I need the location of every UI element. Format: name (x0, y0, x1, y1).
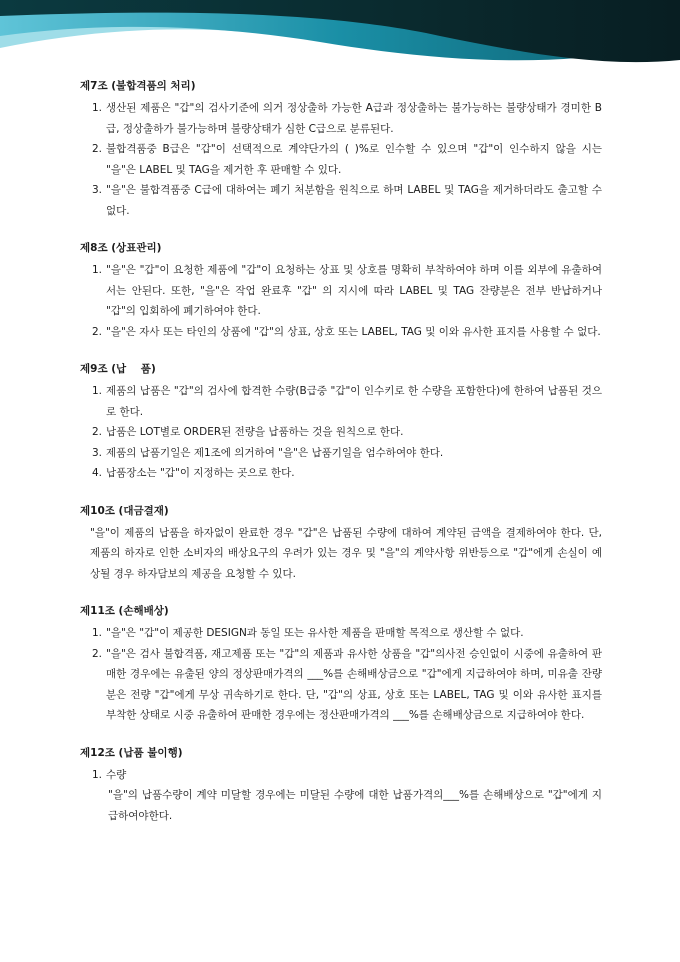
list-item: 4. 납품장소는 "갑"이 지정하는 곳으로 한다. (92, 467, 295, 479)
list-item: 1. "을"은 "갑"이 요청한 제품에 "갑"이 요청하는 상표 및 상호를 명확히 부착하여야 하며 이를 외부에 유출하여서는 안된다. 또한, "을"은 작업 완료후 "갑" 의 지시에 따라 LABEL 및 TAG 잔량분은 전부 반납하거나 "갑"의 입회하에 폐기하여야 한다. (92, 264, 602, 317)
list-item: 3. 제품의 납품기일은 제1조에 의거하여 "을"은 납품기일을 엄수하여야 한다. (92, 446, 444, 459)
item-list (80, 260, 602, 342)
article-8 (80, 240, 602, 342)
article-title: 제9조 (납 품) (80, 363, 156, 375)
header-wave-decoration (0, 0, 680, 90)
item-list (80, 98, 602, 221)
article-title: 제10조 (대금결재) (80, 504, 169, 517)
article-paragraph: "을"이 제품의 납품을 하자없이 완료한 경우 "갑"은 납품된 수량에 대하여 계약된 금액을 결제하여야 한다. 단, 제품의 하자로 인한 소비자의 배상요구의 우려가 있는 경우 및 "을"의 계약사항 위반등으로 "갑"에게 손실이 예상될 경우 하자담보의 제공을 요청할 수 있다. (90, 526, 602, 580)
article-title: 제7조 (불합격품의 처리) (80, 80, 196, 92)
article-7 (80, 78, 602, 221)
list-item: 3. "을"은 불합격품중 C급에 대하여는 폐기 처분함을 원칙으로 하며 LABEL 및 TAG을 제거하더라도 출고할 수 없다. (92, 184, 602, 217)
document-body (80, 78, 602, 845)
list-item: 2. 납품은 LOT별로 ORDER된 전량을 납품하는 것을 원칙으로 한다. (92, 426, 404, 438)
list-item: 1. 수량 (92, 768, 127, 781)
article-12 (80, 745, 602, 827)
list-item: 1. 생산된 제품은 "갑"의 검사기준에 의거 정상출하 가능한 A급과 정상출하는 불가능하는 불량상태가 경미한 B급, 정상출하가 불가능하며 불량상태가 심한 C급으로 분류된다. (92, 102, 602, 135)
article-title: 제11조 (손해배상) (80, 605, 169, 617)
item-list (80, 623, 602, 726)
item-list (80, 381, 602, 484)
list-item: 1. 제품의 납품은 "갑"의 검사에 합격한 수량(B급중 "갑"이 인수키로 한 수량을 포함한다)에 한하여 납품된 것으로 한다. (92, 385, 602, 418)
article-title: 제8조 (상표관리) (80, 242, 162, 254)
list-item: 2. 불합격품중 B급은 "갑"이 선택적으로 계약단가의 ( )%로 인수할 수 있으며 "갑"이 인수하지 않을 시는 "을"은 LABEL 및 TAG을 제거한 후 판매할 수 있다. (92, 143, 602, 176)
article-sub-paragraph: "을"의 납품수량이 계약 미달할 경우에는 미달된 수량에 대한 납품가격의___%를 손해배상으로 "갑"에게 지급하여야한다. (108, 789, 602, 822)
item-list (80, 765, 602, 786)
article-title: 제12조 (납품 불이행) (80, 746, 183, 759)
list-item: 2. "을"은 검사 불합격품, 재고제품 또는 "갑"의 제품과 유사한 상품을 "갑"의사전 승인없이 시중에 유출하여 판매한 경우에는 유출된 양의 정상판매가격의 ___%를 손해배상금으로 "갑"에게 지급하여야 하며, 미유출 잔량분은 전량 "갑"에게 무상 귀속하기로 한다. 단, "갑"의 상표, 상호 또는 LABEL, TAG 및 이와 유사한 표지를 부착한 상태로 시중 유출하여 판매한 경우에는 정산판매가격의 ___%를 손해배상금으로 지급하여야 한다. (92, 647, 602, 721)
article-11 (80, 603, 602, 726)
article-10 (80, 503, 602, 585)
list-item: 2. "을"은 자사 또는 타인의 상품에 "갑"의 상표, 상호 또는 LABEL, TAG 및 이와 유사한 표지를 사용할 수 없다. (92, 325, 601, 338)
article-9 (80, 361, 602, 484)
list-item: 1. "을"은 "갑"이 제공한 DESIGN과 동일 또는 유사한 제품을 판매할 목적으로 생산할 수 없다. (92, 627, 524, 639)
